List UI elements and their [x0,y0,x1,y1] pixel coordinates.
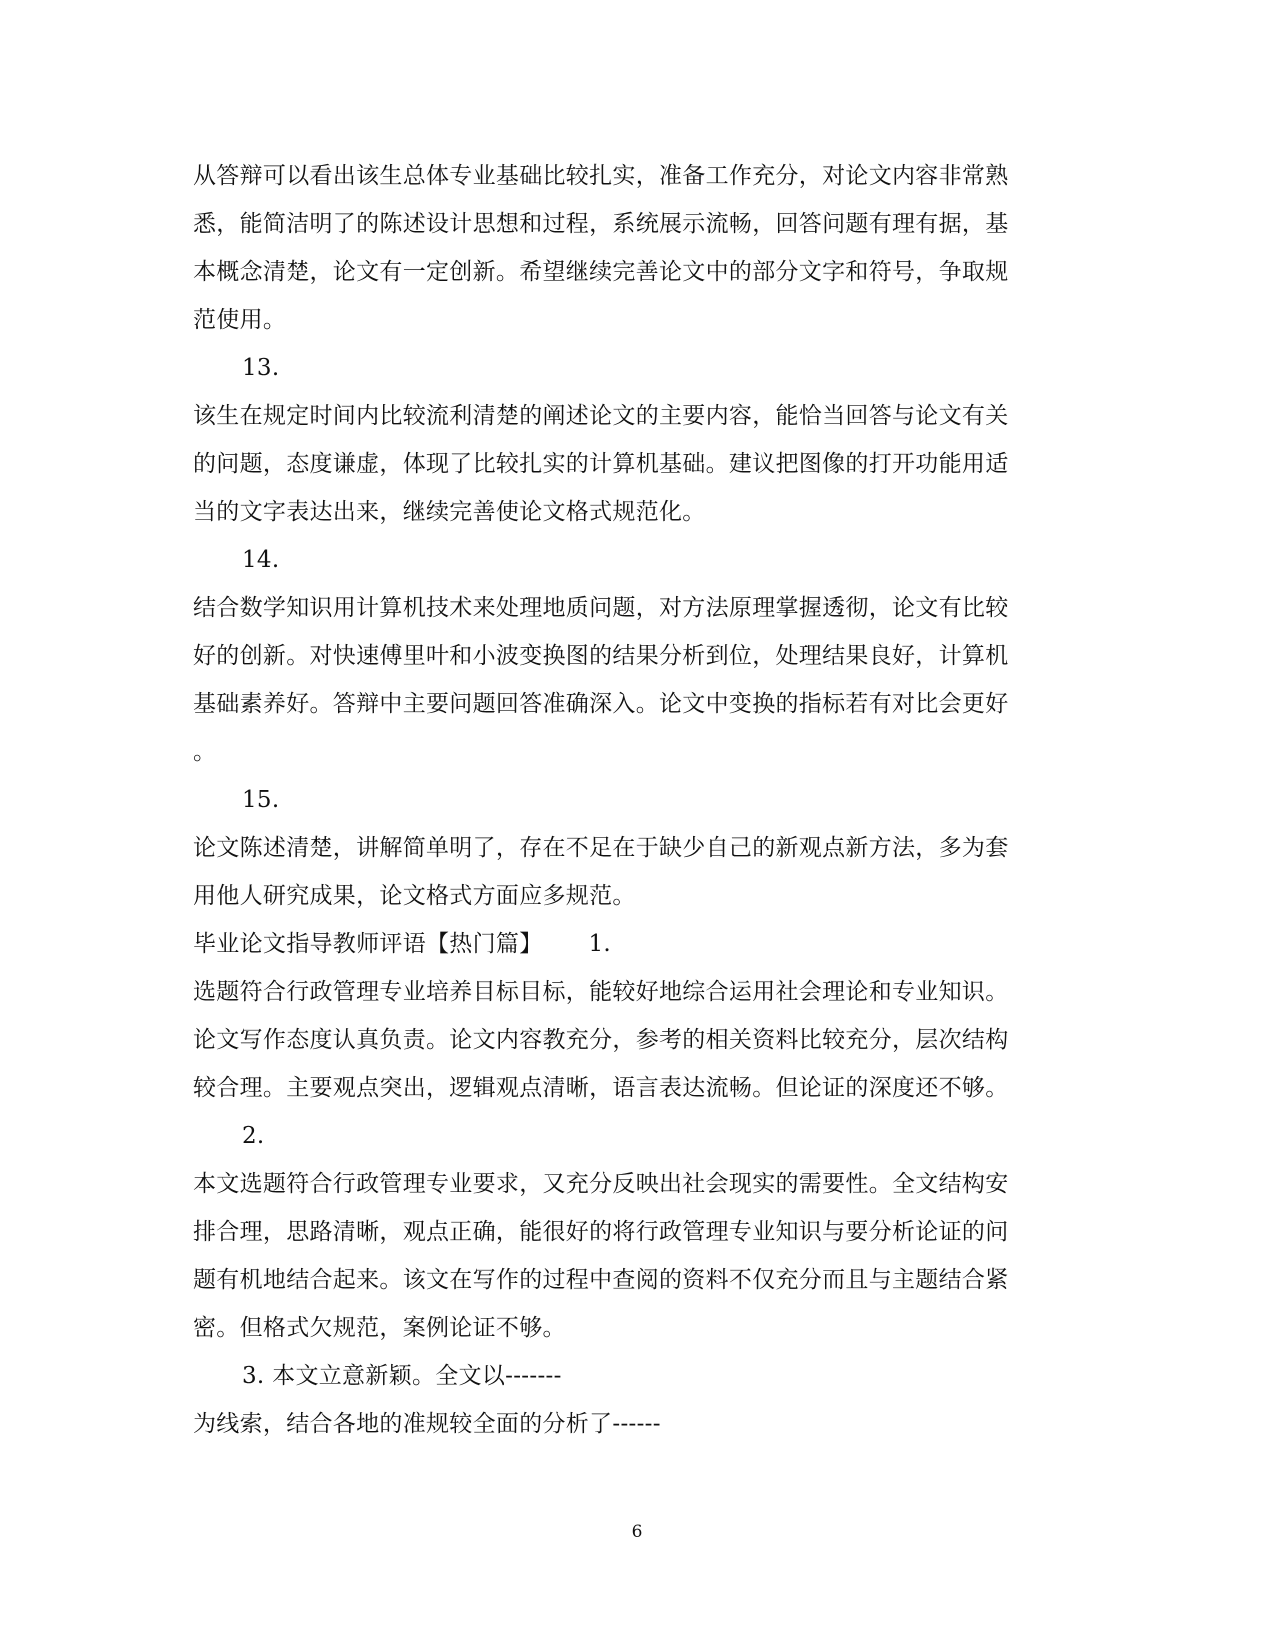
paragraph-line: 本文选题符合行政管理专业要求，又充分反映出社会现实的需要性。全文结构安 [193,1171,1009,1197]
paragraph-line: 用他人研究成果，论文格式方面应多规范。 [193,883,636,909]
paragraph-line: 范使用。 [193,307,287,333]
paragraph-line: 当的文字表达出来，继续完善使论文格式规范化。 [193,499,706,525]
paragraph-line: 本概念清楚，论文有一定创新。希望继续完善论文中的部分文字和符号，争取规 [193,259,1009,285]
paragraph-line: 悉，能简洁明了的陈述设计思想和过程，系统展示流畅，回答问题有理有据，基 [193,211,1009,237]
item-number: 1. [588,931,612,957]
paragraph-line: 题有机地结合起来。该文在写作的过程中查阅的资料不仅充分而且与主题结合紧 [193,1267,1009,1293]
paragraph-line: 好的创新。对快速傅里叶和小波变换图的结果分析到位，处理结果良好，计算机 [193,643,1009,669]
document-body [193,152,1073,1448]
item-number: 14. [242,547,280,573]
paragraph-line: 。 [193,739,217,765]
paragraph-line: 该生在规定时间内比较流利清楚的阐述论文的主要内容，能恰当回答与论文有关 [193,403,1009,429]
section-heading-line [193,920,1073,968]
numbered-line: 3. 本文立意新颖。全文以------- [242,1363,562,1389]
item-number: 2. [242,1123,265,1149]
item-number: 15. [242,787,280,813]
paragraph-line: 较合理。主要观点突出，逻辑观点清晰，语言表达流畅。但论证的深度还不够。 [193,1075,1009,1101]
paragraph-line: 论文写作态度认真负责。论文内容教充分，参考的相关资料比较充分，层次结构 [193,1027,1009,1053]
paragraph-line: 论文陈述清楚，讲解简单明了，存在不足在于缺少自己的新观点新方法，多为套 [193,835,1009,861]
section-heading: 毕业论文指导教师评语【热门篇】 [193,931,543,957]
page-number: 6 [631,1522,643,1542]
paragraph-line: 的问题，态度谦虚，体现了比较扎实的计算机基础。建议把图像的打开功能用适 [193,451,1009,477]
paragraph-line: 密。但格式欠规范，案例论证不够。 [193,1315,566,1341]
paragraph-line: 基础素养好。答辩中主要问题回答准确深入。论文中变换的指标若有对比会更好 [193,691,1009,717]
paragraph-line: 结合数学知识用计算机技术来处理地质问题，对方法原理掌握透彻，论文有比较 [193,595,1009,621]
item-number: 13. [242,355,280,381]
paragraph-line: 选题符合行政管理专业培养目标目标，能较好地综合运用社会理论和专业知识。 [193,979,1009,1005]
paragraph-line: 排合理，思路清晰，观点正确，能很好的将行政管理专业知识与要分析论证的问 [193,1219,1009,1245]
paragraph-line: 为线索，结合各地的准规较全面的分析了------ [193,1411,661,1437]
paragraph-line: 从答辩可以看出该生总体专业基础比较扎实，准备工作充分，对论文内容非常熟 [193,163,1009,189]
